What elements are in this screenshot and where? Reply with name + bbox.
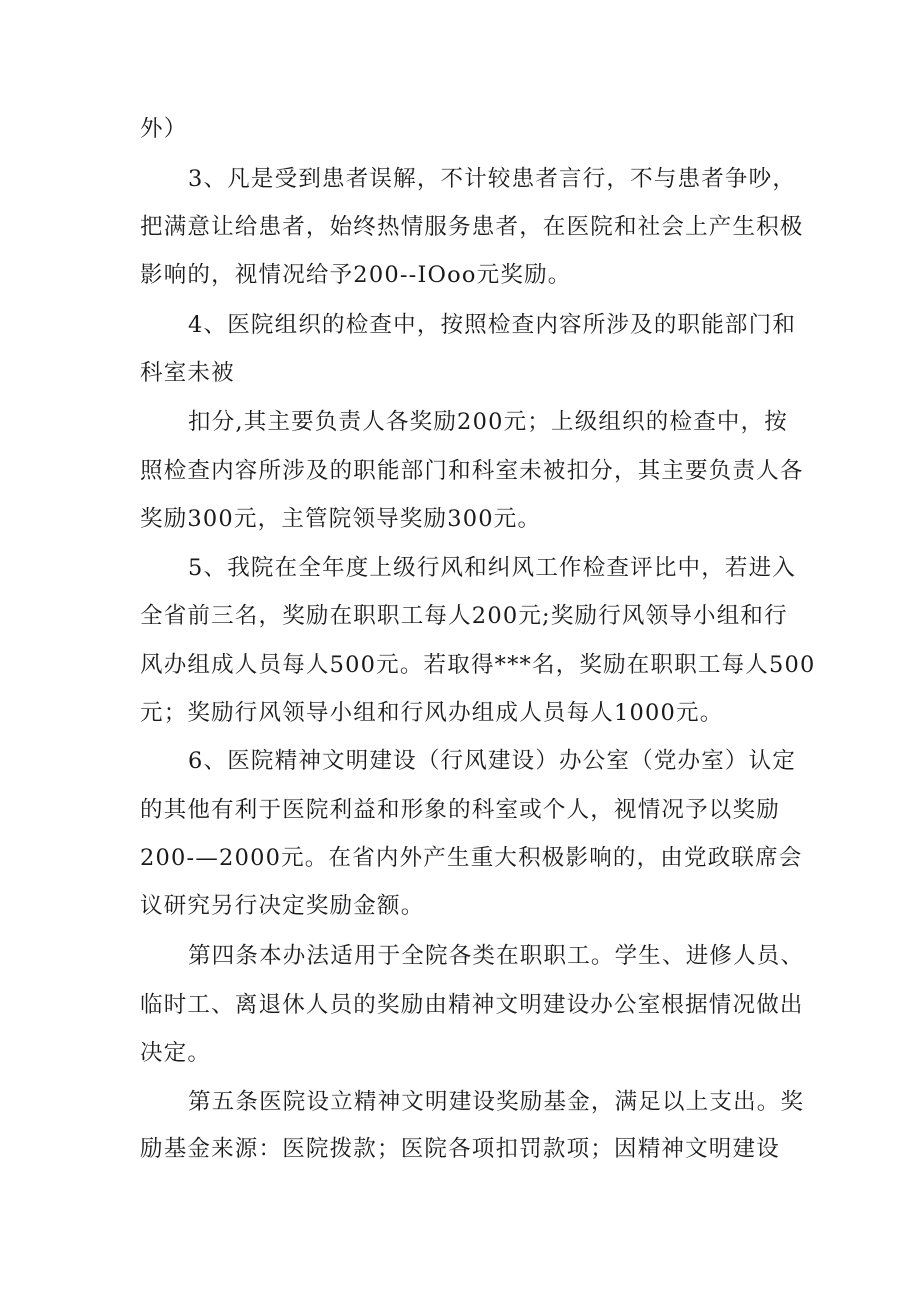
text-line: 影响的，视情况给予200--IOoo元奖励。 — [140, 262, 572, 288]
paragraph-6-start: 6、医院精神文明建设（行风建设）办公室（党办室）认定 — [188, 748, 797, 774]
paragraph-5-start: 5、我院在全年度上级行风和纠风工作检查评比中，若进入 — [188, 555, 797, 581]
text-line: 风办组成人员每人500元。若取得***名，奖励在职职工每人500 — [140, 652, 816, 678]
text-line: 200-—2000元。在省内外产生重大积极影响的，由党政联席会 — [140, 845, 803, 871]
text-line: 扣分,其主要负责人各奖励200元；上级组织的检查中，按 — [188, 409, 788, 435]
paragraph-4-start: 4、医院组织的检查中，按照检查内容所涉及的职能部门和 — [188, 312, 797, 338]
article-5-start: 第五条医院设立精神文明建设奖励基金，满足以上支出。奖 — [188, 1089, 805, 1115]
text-line: 的其他有利于医院利益和形象的科室或个人，视情况予以奖励 — [140, 797, 780, 823]
article-4-start: 第四条本办法适用于全院各类在职职工。学生、进修人员、 — [188, 943, 805, 969]
text-line: 科室未被 — [140, 360, 235, 386]
text-line: 奖励300元，主管院领导奖励300元。 — [140, 506, 542, 532]
text-line: 外） — [140, 116, 188, 142]
text-line: 元；奖励行风领导小组和行风办组成人员每人1000元。 — [140, 700, 724, 726]
text-line: 照检查内容所涉及的职能部门和科室未被扣分，其主要负责人各 — [140, 458, 804, 484]
text-line: 决定。 — [140, 1040, 212, 1066]
text-line: 议研究另行决定奖励金额。 — [140, 893, 425, 919]
text-line: 励基金来源：医院拨款；医院各项扣罚款项；因精神文明建设 — [140, 1136, 780, 1162]
text-line: 把满意让给患者，始终热情服务患者，在医院和社会上产生积极 — [140, 214, 804, 240]
paragraph-3-start: 3、凡是受到患者误解，不计较患者言行，不与患者争吵， — [188, 166, 797, 192]
text-line: 全省前三名，奖励在职职工每人200元;奖励行风领导小组和行 — [140, 603, 788, 629]
text-line: 临时工、离退休人员的奖励由精神文明建设办公室根据情况做出 — [140, 992, 804, 1018]
